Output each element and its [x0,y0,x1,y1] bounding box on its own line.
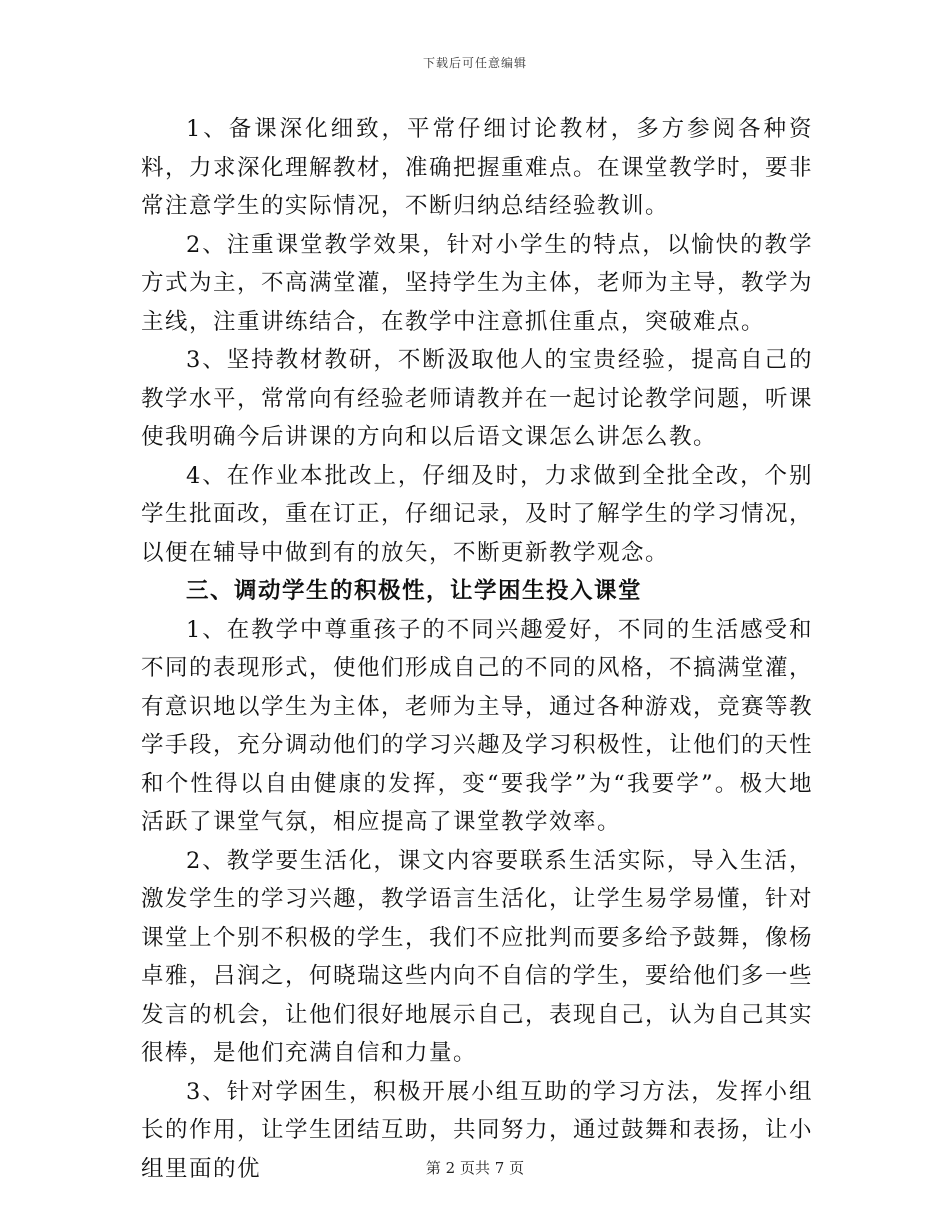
page-number: 第 2 页共 7 页 [425,1159,525,1177]
document-body [141,110,813,1188]
section-heading: 三、调动学生的积极性，让学困生投入课堂 [186,578,643,604]
paragraph-homework-correction: 4、在作业本批改上，仔细及时，力求做到全批全改，个别学生批面改，重在订正，仔细记录，及时了解学生的学习情况，以便在辅导中做到有的放矢，不断更新教学观念。 [141,462,814,566]
paragraph-classroom-effect: 2、注重课堂教学效果，针对小学生的特点，以愉快的教学方式为主，不高满堂灌，坚持学生为主体，老师为主导，教学为主线，注重讲练结合，在教学中注意抓住重点，突破难点。 [141,231,814,335]
paragraph-life-oriented-teaching: 2、教学要生活化，课文内容要联系生活实际，导入生活，激发学生的学习兴趣，教学语言生活化，让学生易学易懂，针对课堂上个别不积极的学生，我们不应批判而要多给予鼓舞，像杨卓雅，吕润之，何晓瑞这些内向不自信的学生，要给他们多一些发言的机会，让他们很好地展示自己，表现自己，认为自己其实很棒，是他们充满自信和力量。 [141,847,814,1066]
paragraph-prep-lessons: 1、备课深化细致，平常仔细讨论教材，多方参阅各种资料，力求深化理解教材，准确把握重难点。在课堂教学时，要非常注意学生的实际情况，不断归纳总结经验教训。 [141,116,814,219]
paragraph-teaching-research: 3、坚持教材教研，不断汲取他人的宝贵经验，提高自己的教学水平，常常向有经验老师请教并在一起讨论教学问题，听课使我明确今后讲课的方向和以后语文课怎么讲怎么教。 [141,347,814,450]
paragraph-respect-interests: 1、在教学中尊重孩子的不同兴趣爱好，不同的生活感受和不同的表现形式，使他们形成自己的不同的风格，不搞满堂灌，有意识地以学生为主体，老师为主导，通过各种游戏，竞赛等教学手段，充分调动他们的学习兴趣及学习积极性，让他们的天性和个性得以自由健康的发挥，变“要我学”为“我要学”。极大地活跃了课堂气氛，相应提高了课堂教学效率。 [141,616,814,835]
paragraph-group-mutual-aid: 3、针对学困生，积极开展小组互助的学习方法，发挥小组长的作用，让学生团结互助，共同努力，通过鼓舞和表扬，让小组里面的优 [141,1078,814,1182]
page-header: 下载后可任意编辑 [422,56,527,70]
